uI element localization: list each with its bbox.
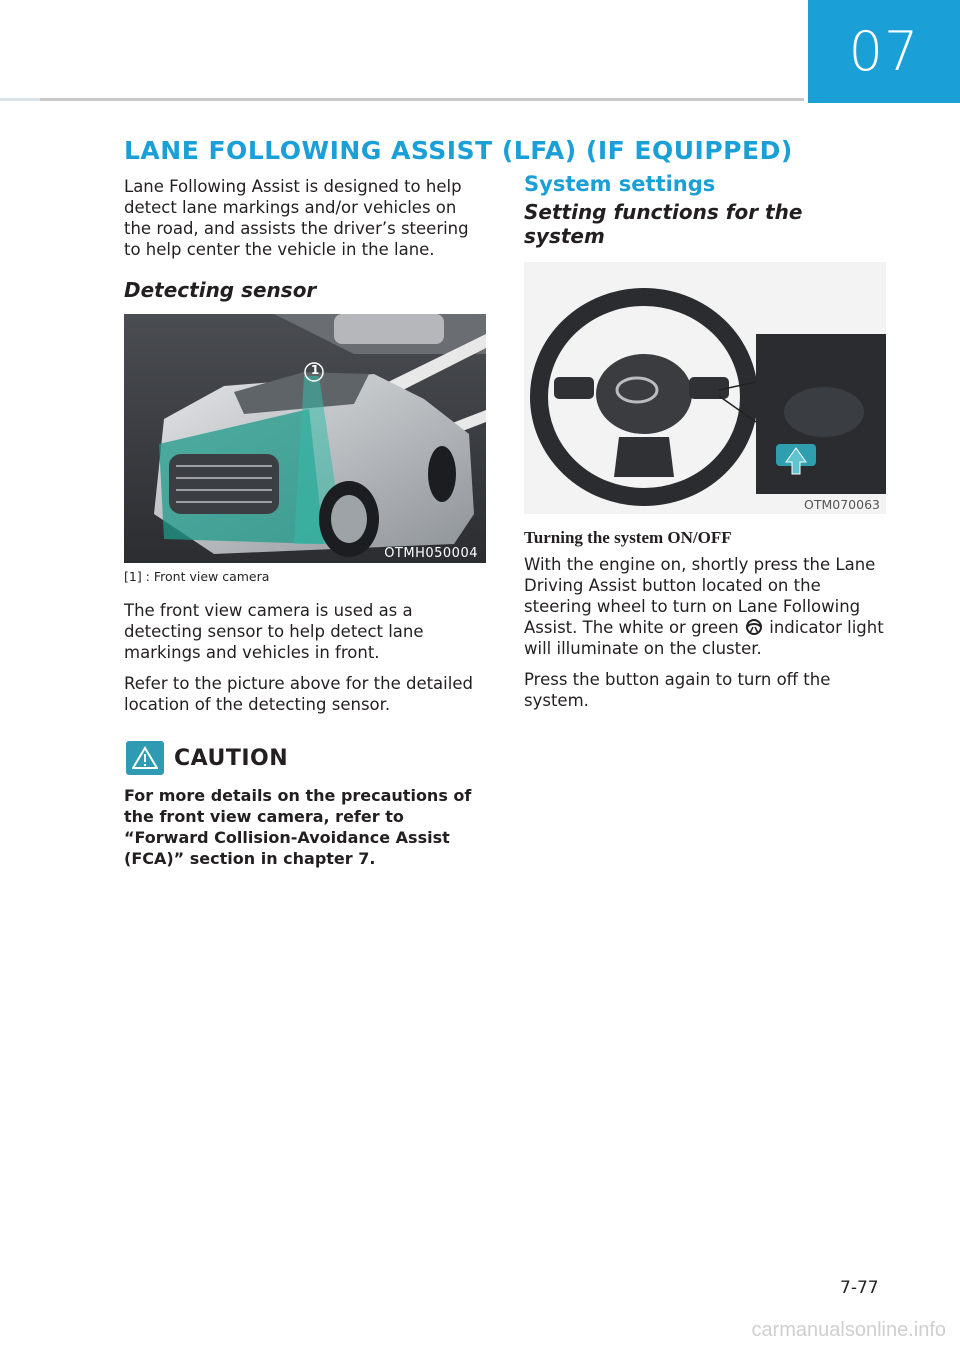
page-number: 7-77: [840, 1278, 879, 1298]
watermark: carmanualsonline.info: [751, 1319, 946, 1341]
figure-steering-wheel: [524, 262, 886, 514]
header-rule: [0, 98, 804, 101]
intro-paragraph: Lane Following Assist is designed to help detect lane markings and/or vehicles on the road, and assists the driver’s steering to help center the vehicle in the lane.: [124, 177, 469, 259]
lane-following-indicator-icon: [744, 619, 764, 635]
camera-callout: 1: [310, 363, 320, 377]
camera-paragraph: The front view camera is used as a detecting sensor to help detect lane markings and vehicles in front.: [124, 601, 424, 662]
detecting-sensor-heading: Detecting sensor: [124, 278, 317, 302]
right-column: [524, 172, 886, 721]
system-settings-heading: System settings: [524, 172, 716, 196]
toggle-paragraph: [524, 554, 886, 659]
steering-wheel-illustration: [524, 262, 886, 514]
figure-front-camera: [124, 314, 486, 563]
header-rule-accent: [0, 98, 40, 101]
figure-code: OTM070063: [804, 497, 880, 512]
left-column: [124, 176, 486, 869]
caution-header: [124, 741, 486, 775]
caution-text: For more details on the precautions of the front view camera, refer to “Forward Collision-Avoidance Assist (FCA)” section in chapter 7.: [124, 786, 472, 868]
car-illustration: [124, 314, 486, 563]
location-paragraph: Refer to the picture above for the detailed location of the detecting sensor.: [124, 674, 473, 714]
caution-badge: [126, 741, 164, 775]
section-title: LANE FOLLOWING ASSIST (LFA) (IF EQUIPPED): [124, 136, 793, 165]
chapter-tab: 07: [808, 0, 960, 103]
turn-off-paragraph: Press the button again to turn off the system.: [524, 670, 831, 710]
figure-code: OTMH050004: [384, 546, 478, 561]
figure-caption: [1] : Front view camera: [124, 569, 270, 584]
toggle-heading: Turning the system ON/OFF: [524, 528, 732, 547]
toggle-text-a: With the engine on, shortly press the Lane Driving Assist button located on the steering wheel to turn on Lane Following Assist. The white or green: [524, 555, 876, 637]
setting-functions-heading: Setting functions for the system: [524, 200, 803, 248]
toggle-text-b: indicator light will illuminate on the cluster.: [524, 618, 884, 658]
caution-title: CAUTION: [174, 745, 289, 771]
warning-triangle-icon: [132, 746, 158, 770]
